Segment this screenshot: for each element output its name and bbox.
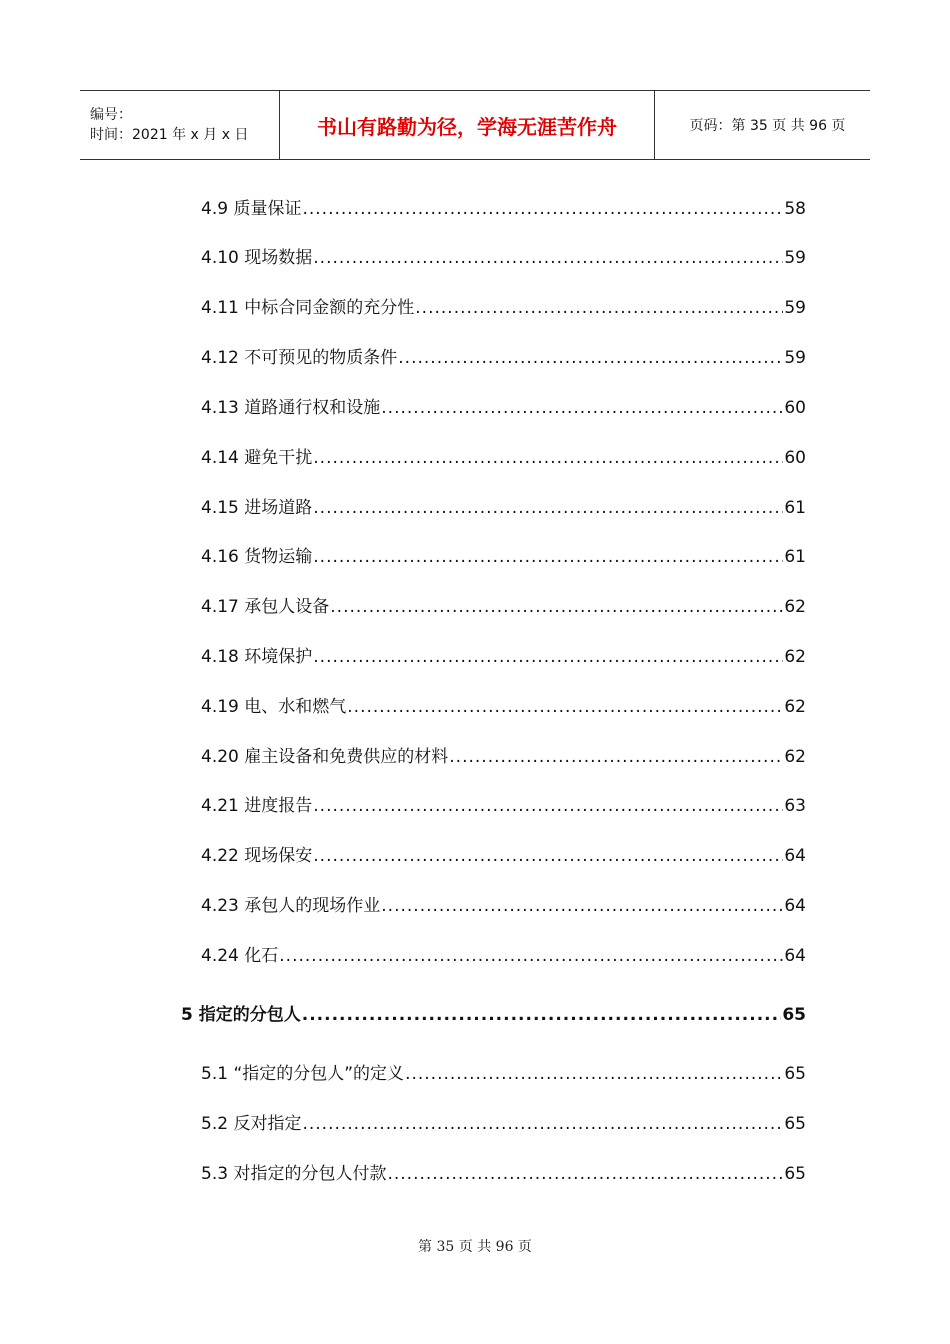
toc-entry[interactable] xyxy=(201,794,806,818)
toc-entry-label: 4.20 雇主设备和免费供应的材料 xyxy=(201,747,449,767)
toc-entry[interactable] xyxy=(201,745,806,769)
toc-entry[interactable] xyxy=(201,346,806,370)
toc-entry-page: 65 xyxy=(784,1114,806,1134)
toc-entry-label: 4.18 环境保护 xyxy=(201,647,313,667)
toc-entry[interactable] xyxy=(201,645,806,669)
toc-entry[interactable] xyxy=(201,944,806,968)
toc-entry-label: 4.24 化石 xyxy=(201,946,279,966)
toc-entry-label: 5.2 反对指定 xyxy=(201,1114,302,1134)
toc-entry-label: 5.1 “指定的分包人”的定义 xyxy=(201,1064,405,1084)
toc-leader-dots xyxy=(302,1112,783,1136)
toc-leader-dots xyxy=(313,246,783,270)
document-number-label: 编号： xyxy=(90,107,132,123)
toc-entry-page: 64 xyxy=(784,946,806,966)
toc-entry-page: 61 xyxy=(784,498,806,518)
toc-entry[interactable] xyxy=(201,545,806,569)
toc-entry[interactable] xyxy=(201,246,806,270)
toc-entry-label: 4.17 承包人设备 xyxy=(201,597,330,617)
toc-entry[interactable] xyxy=(201,496,806,520)
toc-leader-dots xyxy=(405,1062,783,1086)
toc-entry-page: 65 xyxy=(784,1064,806,1084)
toc-entry-label: 4.15 进场道路 xyxy=(201,498,313,518)
toc-entry[interactable] xyxy=(201,1062,806,1086)
toc-entry-label: 4.11 中标合同金额的充分性 xyxy=(201,298,415,318)
toc-entry-page: 64 xyxy=(784,846,806,866)
page-footer xyxy=(0,1236,950,1256)
toc-entry[interactable] xyxy=(201,595,806,619)
toc-entry-page: 65 xyxy=(782,1005,806,1025)
toc-leader-dots xyxy=(415,296,783,320)
toc-leader-dots xyxy=(313,545,783,569)
toc-entry[interactable] xyxy=(201,894,806,918)
toc-entry-label: 4.23 承包人的现场作业 xyxy=(201,896,381,916)
toc-entry-page: 65 xyxy=(784,1164,806,1184)
page-header xyxy=(80,90,870,160)
header-meta xyxy=(80,91,280,159)
toc-leader-dots xyxy=(313,794,783,818)
toc-leader-dots xyxy=(313,446,783,470)
toc-entry-label: 4.10 现场数据 xyxy=(201,248,313,268)
toc-leader-dots xyxy=(313,496,783,520)
toc-entry[interactable] xyxy=(201,396,806,420)
header-motto xyxy=(280,91,655,159)
toc-leader-dots xyxy=(381,396,783,420)
toc-entry-page: 62 xyxy=(784,697,806,717)
toc-entry-page: 59 xyxy=(784,348,806,368)
footer-page-number: 第 35 页 共 96 页 xyxy=(418,1239,532,1255)
toc-entry[interactable] xyxy=(181,1003,806,1027)
toc-entry-label: 4.22 现场保安 xyxy=(201,846,313,866)
toc-entry-page: 60 xyxy=(784,448,806,468)
motto-text: 书山有路勤为径，学海无涯苦作舟 xyxy=(317,114,617,139)
toc-leader-dots xyxy=(398,346,783,370)
toc-entry-page: 62 xyxy=(784,747,806,767)
toc-entry-page: 62 xyxy=(784,647,806,667)
toc-entry[interactable] xyxy=(201,446,806,470)
toc-entry[interactable] xyxy=(201,1162,806,1186)
toc-entry-page: 64 xyxy=(784,896,806,916)
toc-leader-dots xyxy=(330,595,783,619)
toc-entry[interactable] xyxy=(201,695,806,719)
toc-entry[interactable] xyxy=(201,1112,806,1136)
toc-leader-dots xyxy=(449,745,783,769)
toc-entry-label: 4.13 道路通行权和设施 xyxy=(201,398,381,418)
toc-entry-page: 61 xyxy=(784,547,806,567)
toc-entry[interactable] xyxy=(201,296,806,320)
header-page-info xyxy=(655,91,870,159)
toc-entry-page: 58 xyxy=(784,199,806,219)
toc-entry[interactable] xyxy=(201,197,806,221)
toc-leader-dots xyxy=(279,944,783,968)
toc-leader-dots xyxy=(313,844,783,868)
toc-leader-dots xyxy=(347,695,783,719)
toc-leader-dots xyxy=(302,1003,782,1027)
toc-entry-label: 4.12 不可预见的物质条件 xyxy=(201,348,398,368)
toc-entry-label: 4.19 电、水和燃气 xyxy=(201,697,347,717)
toc-entry-page: 59 xyxy=(784,298,806,318)
document-time-label: 时间：2021 年 x 月 x 日 xyxy=(90,127,249,143)
toc-entry-label: 5.3 对指定的分包人付款 xyxy=(201,1164,387,1184)
toc-entry-label: 4.14 避免干扰 xyxy=(201,448,313,468)
toc-entry-page: 63 xyxy=(784,796,806,816)
toc-entry-page: 60 xyxy=(784,398,806,418)
toc-entry-label: 4.9 质量保证 xyxy=(201,199,302,219)
toc-entry-label: 4.16 货物运输 xyxy=(201,547,313,567)
toc-entry-label: 5 指定的分包人 xyxy=(181,1005,301,1025)
toc-entry-label: 4.21 进度报告 xyxy=(201,796,313,816)
toc-leader-dots xyxy=(302,197,783,221)
toc-entry-page: 62 xyxy=(784,597,806,617)
toc-leader-dots xyxy=(313,645,783,669)
page-info-text: 页码：第 35 页 共 96 页 xyxy=(689,118,846,134)
toc-leader-dots xyxy=(381,894,783,918)
toc-entry[interactable] xyxy=(201,844,806,868)
toc-entry-page: 59 xyxy=(784,248,806,268)
toc-leader-dots xyxy=(387,1162,783,1186)
